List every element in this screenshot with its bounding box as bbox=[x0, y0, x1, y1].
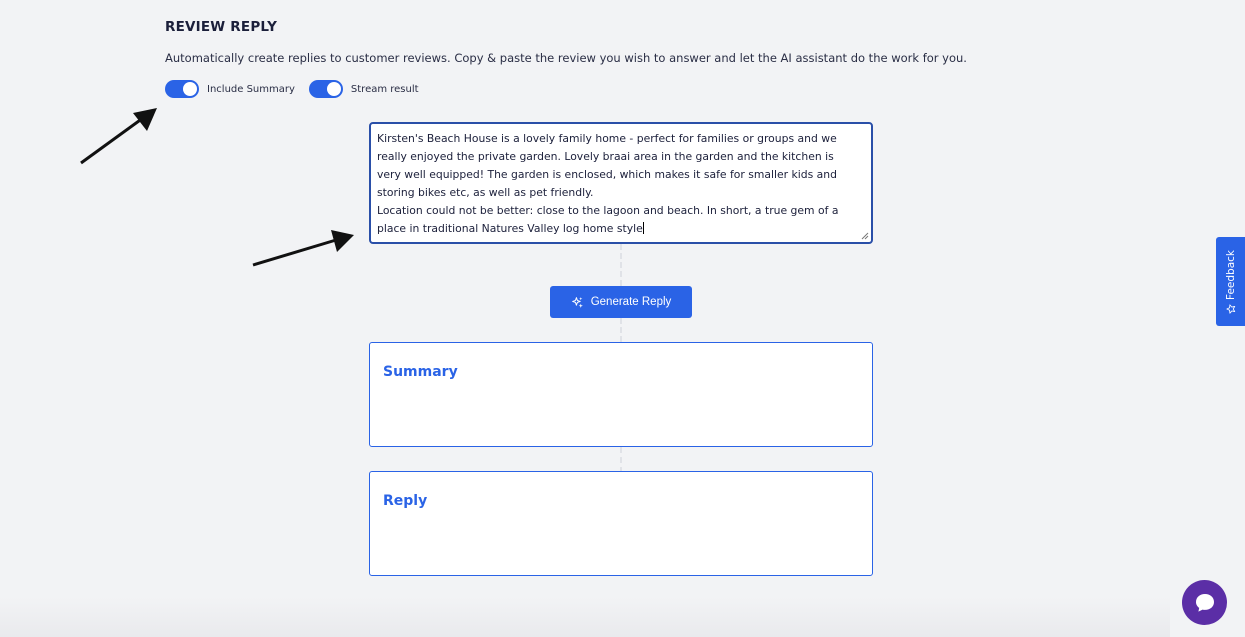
reply-title: Reply bbox=[383, 493, 428, 509]
chat-bubble-icon bbox=[1193, 591, 1217, 615]
summary-card bbox=[369, 342, 873, 447]
chat-widget-button[interactable] bbox=[1182, 580, 1227, 625]
sparkle-icon bbox=[571, 296, 584, 309]
switch-knob bbox=[183, 82, 197, 96]
review-textarea[interactable] bbox=[369, 122, 873, 244]
generate-reply-button[interactable] bbox=[550, 286, 692, 318]
include-summary-toggle[interactable] bbox=[165, 80, 295, 98]
stream-result-switch[interactable] bbox=[309, 80, 343, 98]
feedback-tab[interactable] bbox=[1216, 237, 1245, 326]
arrow-to-textarea-icon bbox=[253, 230, 354, 265]
stream-result-label: Stream result bbox=[350, 83, 419, 95]
summary-title: Summary bbox=[383, 364, 458, 380]
review-text: Kirsten's Beach House is a lovely family home - perfect for families or groups and we really enjoyed the private garden. Lovely braai area in the garden and the kitchen is very well equipped! The garden is enclosed, which makes it safe for smaller kids and storing bikes etc, as well as pet friendly. Location could not be better: close to the lagoon and beach. In short, a true gem of a place in traditional Natures Valley log home style bbox=[377, 132, 839, 235]
flow-connector bbox=[620, 318, 622, 342]
text-caret bbox=[643, 222, 644, 234]
switch-knob bbox=[327, 82, 341, 96]
include-summary-label: Include Summary bbox=[207, 83, 295, 95]
flow-connector bbox=[620, 244, 622, 286]
bottom-shadow bbox=[0, 597, 1170, 637]
generate-reply-label: Generate Reply bbox=[590, 296, 672, 308]
reply-card bbox=[369, 471, 873, 576]
page-title: REVIEW REPLY bbox=[165, 19, 278, 35]
feedback-label: Feedback bbox=[1224, 249, 1237, 300]
stream-result-toggle[interactable] bbox=[309, 80, 419, 98]
page-description: Automatically create replies to customer reviews. Copy & paste the review you wish to answer and let the AI assistant do the work for you. bbox=[165, 51, 967, 65]
include-summary-switch[interactable] bbox=[165, 80, 199, 98]
toggle-group bbox=[165, 80, 433, 98]
arrow-to-toggle-icon bbox=[81, 108, 157, 163]
resize-handle-icon[interactable] bbox=[861, 232, 869, 240]
star-icon bbox=[1226, 304, 1236, 314]
